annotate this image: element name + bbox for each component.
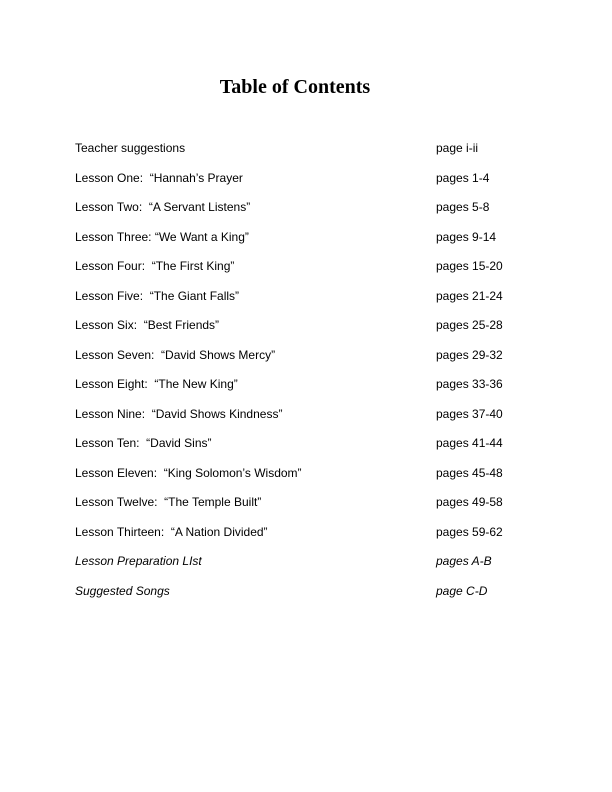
- toc-entry-title: Lesson Nine: “David Shows Kindness”: [75, 406, 283, 421]
- toc-entry-lesson-thirteen: [75, 523, 545, 553]
- toc-entry-lesson-twelve: [75, 493, 545, 523]
- toc-entry-pages: pages 41-44: [436, 436, 503, 450]
- toc-entry-lesson-four: [75, 257, 545, 287]
- toc-entry-pages: page i-ii: [436, 141, 479, 155]
- toc-entry-lesson-one: [75, 169, 545, 199]
- toc-entry-lesson-two: [75, 198, 545, 228]
- toc-entry-suggested-songs: [75, 582, 545, 612]
- toc-entry-title: Lesson Ten: “David Sins”: [75, 436, 212, 450]
- toc-entry-lesson-preparation-list: [75, 552, 545, 582]
- toc-entry-title: Lesson Four: “The First King”: [75, 259, 235, 273]
- toc-entry-pages: pages 15-20: [436, 259, 503, 273]
- toc-entry-title: Lesson Three: “We Want a King”: [75, 229, 249, 244]
- toc-entry-lesson-seven: [75, 346, 545, 376]
- toc-entry-pages: pages 59-62: [436, 524, 503, 539]
- toc-entry-title: Lesson Eight: “The New King”: [75, 377, 238, 391]
- toc-entry-pages: pages 37-40: [436, 406, 503, 421]
- page-title: Table of Contents: [219, 76, 371, 98]
- toc-entry-title: Suggested Songs: [75, 583, 170, 598]
- toc-entry-teacher-suggestions: [75, 139, 545, 169]
- toc-entry-pages: page C-D: [436, 583, 488, 598]
- toc-entry-lesson-eight: [75, 375, 545, 405]
- toc-entry-title: Lesson Twelve: “The Temple Built”: [75, 495, 262, 509]
- toc-entry-lesson-five: [75, 287, 545, 317]
- toc-entry-title: Lesson Eleven: “King Solomon’s Wisdom”: [75, 465, 302, 480]
- toc-entry-title: Lesson Preparation LIst: [75, 554, 202, 568]
- table-of-contents: [75, 139, 545, 611]
- toc-entry-lesson-three: [75, 228, 545, 258]
- toc-entry-pages: pages A-B: [436, 554, 492, 568]
- toc-entry-title: Lesson Five: “The Giant Falls”: [75, 288, 240, 303]
- toc-entry-title: Lesson Thirteen: “A Nation Divided”: [75, 524, 268, 539]
- toc-entry-pages: pages 45-48: [436, 465, 503, 480]
- toc-entry-pages: pages 9-14: [436, 229, 497, 244]
- toc-entry-pages: pages 25-28: [436, 318, 503, 332]
- toc-entry-title: Lesson Six: “Best Friends”: [75, 318, 220, 332]
- toc-entry-lesson-nine: [75, 405, 545, 435]
- toc-entry-pages: pages 29-32: [436, 347, 503, 362]
- toc-entry-title: Lesson Two: “A Servant Listens”: [75, 200, 251, 214]
- toc-entry-pages: pages 5-8: [436, 200, 490, 214]
- toc-entry-lesson-six: [75, 316, 545, 346]
- toc-entry-lesson-eleven: [75, 464, 545, 494]
- toc-entry-pages: pages 1-4: [436, 170, 490, 185]
- toc-entry-title: Teacher suggestions: [75, 141, 186, 155]
- toc-entry-lesson-ten: [75, 434, 545, 464]
- toc-entry-title: Lesson One: “Hannah’s Prayer: [75, 170, 243, 185]
- toc-entry-pages: pages 49-58: [436, 495, 503, 509]
- toc-entry-pages: pages 21-24: [436, 288, 503, 303]
- toc-entry-title: Lesson Seven: “David Shows Mercy”: [75, 347, 276, 362]
- toc-entry-pages: pages 33-36: [436, 377, 503, 391]
